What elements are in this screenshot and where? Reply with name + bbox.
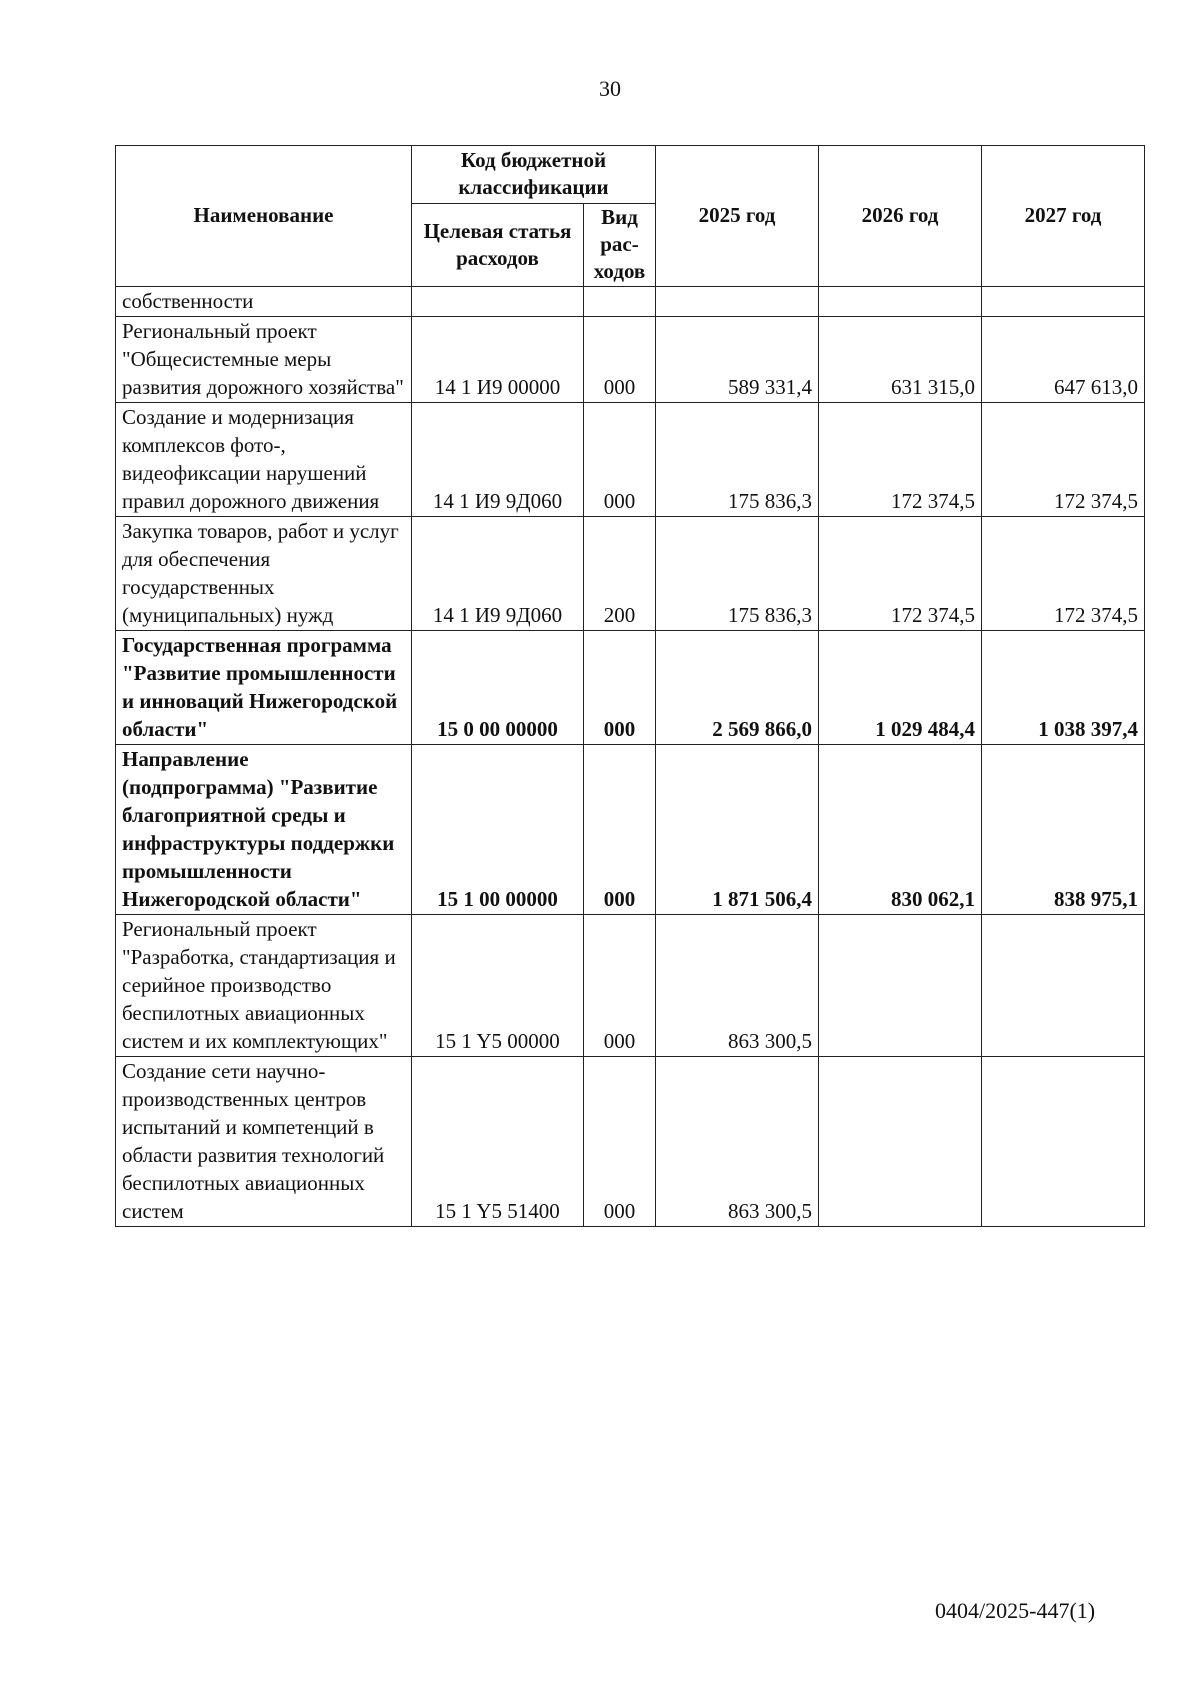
- row-target-cell: 14 1 И9 9Д060: [412, 403, 584, 517]
- row-2026-cell: [819, 1057, 982, 1227]
- row-name-cell: Создание и модернизация комплексов фото-, видеофиксации нарушений правил дорожного движения: [116, 403, 412, 517]
- row-target-cell: 15 0 00 00000: [412, 631, 584, 745]
- row-2025-cell: 1 871 506,4: [656, 745, 819, 915]
- row-kind-cell: [584, 287, 656, 317]
- row-2026-cell: 631 315,0: [819, 317, 982, 403]
- table-row: [116, 915, 1145, 1057]
- row-kind-cell: 000: [584, 915, 656, 1057]
- header-2027: 2027 год: [982, 146, 1145, 287]
- document-code: 0404/2025-447(1): [935, 1598, 1096, 1623]
- row-2025-cell: 175 836,3: [656, 517, 819, 631]
- header-name: Наименование: [116, 146, 412, 287]
- table-row: [116, 403, 1145, 517]
- row-name-cell: Государственная программа "Развитие промышленности и инноваций Нижегородской области": [116, 631, 412, 745]
- row-kind-cell: 000: [584, 745, 656, 915]
- page-number: 30: [599, 76, 621, 101]
- row-2026-cell: 830 062,1: [819, 745, 982, 915]
- row-kind-cell: 000: [584, 317, 656, 403]
- row-2025-cell: 863 300,5: [656, 1057, 819, 1227]
- table-row: [116, 1057, 1145, 1227]
- row-target-cell: 14 1 И9 9Д060: [412, 517, 584, 631]
- row-2027-cell: 1 038 397,4: [982, 631, 1145, 745]
- table-row: [116, 517, 1145, 631]
- row-name-cell: собственности: [116, 287, 412, 317]
- row-2027-cell: [982, 1057, 1145, 1227]
- row-kind-cell: 000: [584, 1057, 656, 1227]
- table-row: [116, 745, 1145, 915]
- row-kind-cell: 000: [584, 631, 656, 745]
- header-2026: 2026 год: [819, 146, 982, 287]
- row-target-cell: [412, 287, 584, 317]
- row-2026-cell: [819, 915, 982, 1057]
- row-kind-cell: 200: [584, 517, 656, 631]
- table-row: [116, 317, 1145, 403]
- header-expense-kind: Вид рас-ходов: [584, 204, 656, 287]
- row-2026-cell: 1 029 484,4: [819, 631, 982, 745]
- row-name-cell: Региональный проект "Разработка, стандартизация и серийное производство беспилотных авиационных систем и их комплектующих": [116, 915, 412, 1057]
- row-kind-cell: 000: [584, 403, 656, 517]
- row-2027-cell: 647 613,0: [982, 317, 1145, 403]
- row-name-cell: Создание сети научно-производственных центров испытаний и компетенций в области развития технологий беспилотных авиационных систем: [116, 1057, 412, 1227]
- row-2027-cell: [982, 287, 1145, 317]
- table-row: [116, 287, 1145, 317]
- row-2025-cell: 2 569 866,0: [656, 631, 819, 745]
- row-name-cell: Закупка товаров, работ и услуг для обеспечения государственных (муниципальных) нужд: [116, 517, 412, 631]
- table-body: [116, 287, 1145, 1227]
- header-budget-code: Код бюджетной классификации: [412, 146, 656, 204]
- budget-table: [115, 145, 1145, 1227]
- header-target-article: Целевая статья расходов: [412, 204, 584, 287]
- row-2025-cell: 175 836,3: [656, 403, 819, 517]
- row-2026-cell: [819, 287, 982, 317]
- row-2025-cell: [656, 287, 819, 317]
- row-2027-cell: 172 374,5: [982, 403, 1145, 517]
- row-2027-cell: [982, 915, 1145, 1057]
- row-2027-cell: 172 374,5: [982, 517, 1145, 631]
- row-2025-cell: 863 300,5: [656, 915, 819, 1057]
- row-target-cell: 15 1 Y5 00000: [412, 915, 584, 1057]
- row-name-cell: Региональный проект "Общесистемные меры развития дорожного хозяйства": [116, 317, 412, 403]
- row-2026-cell: 172 374,5: [819, 403, 982, 517]
- row-2027-cell: 838 975,1: [982, 745, 1145, 915]
- row-target-cell: 15 1 00 00000: [412, 745, 584, 915]
- row-target-cell: 14 1 И9 00000: [412, 317, 584, 403]
- row-target-cell: 15 1 Y5 51400: [412, 1057, 584, 1227]
- table-row: [116, 631, 1145, 745]
- row-name-cell: Направление (подпрограмма) "Развитие благоприятной среды и инфраструктуры поддержки промышленности Нижегородской области": [116, 745, 412, 915]
- row-2025-cell: 589 331,4: [656, 317, 819, 403]
- row-2026-cell: 172 374,5: [819, 517, 982, 631]
- header-2025: 2025 год: [656, 146, 819, 287]
